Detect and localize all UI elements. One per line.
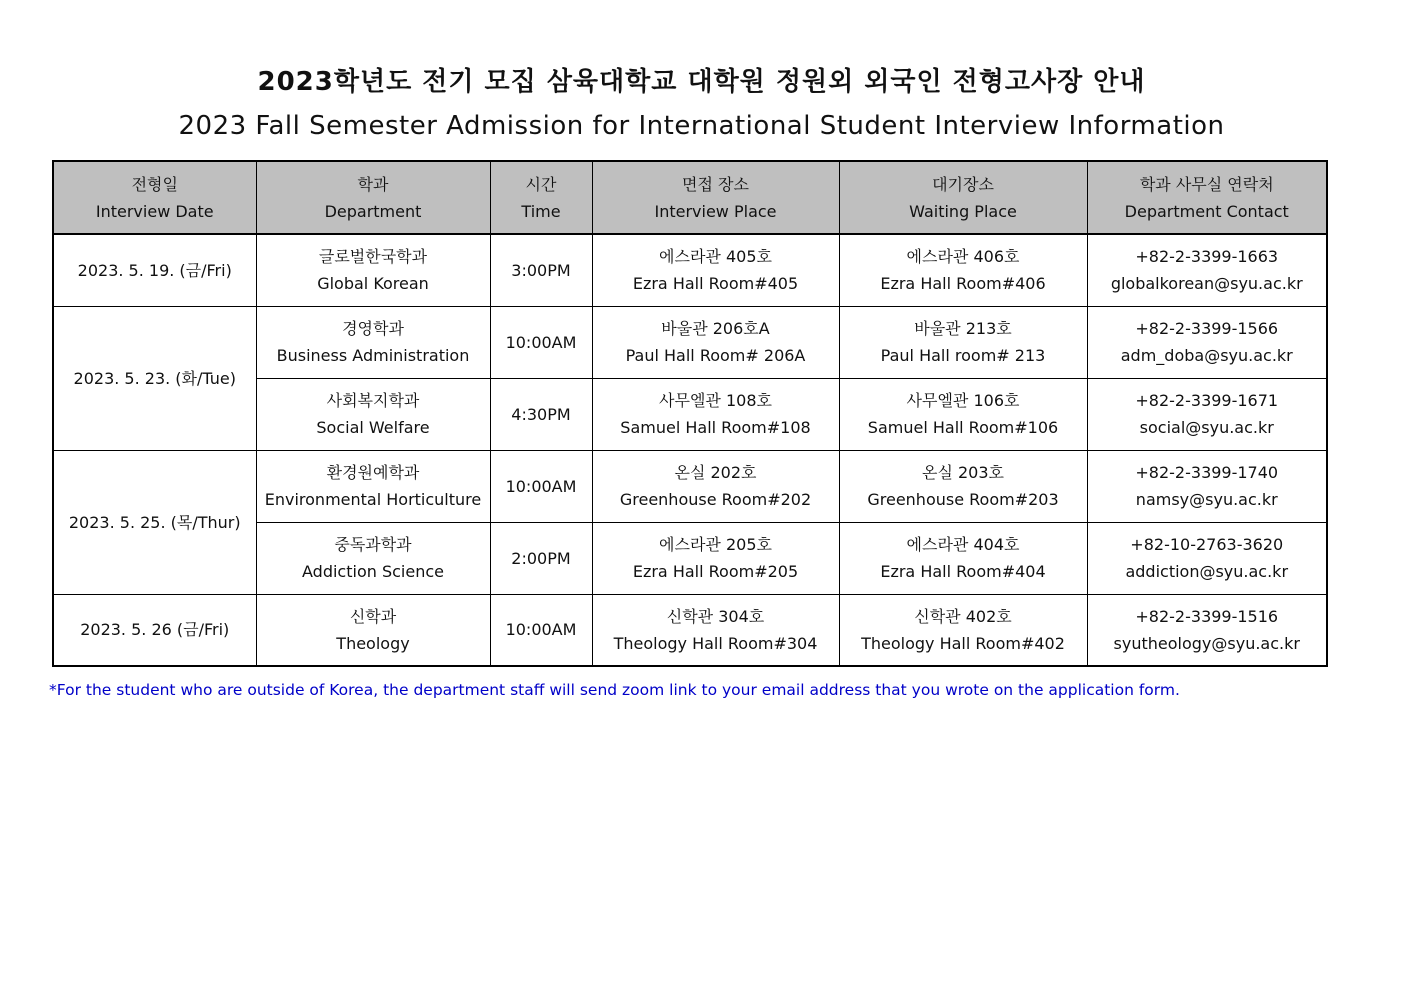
interview-place-cell: 바울관 206호A Paul Hall Room# 206A <box>592 306 839 378</box>
contact-email: namsy@syu.ac.kr <box>1135 490 1278 509</box>
department-cell: 글로벌한국학과 Global Korean <box>256 234 490 306</box>
waiting-place-cell: 에스라관 406호 Ezra Hall Room#406 <box>839 234 1087 306</box>
waiting-place-cell: 온실 203호 Greenhouse Room#203 <box>839 450 1087 522</box>
zoom-link-footnote: *For the student who are outside of Korea, the department staff will send zoom link to your email address that you wrote on the application form. <box>49 681 1180 699</box>
table-row <box>53 306 1327 378</box>
contact-phone: +82-2-3399-1516 <box>1135 606 1279 626</box>
contact-phone: +82-2-3399-1566 <box>1135 319 1279 338</box>
header-interview-place: 면접 장소 Interview Place <box>592 161 839 234</box>
waiting-place-cell: 신학관 402호 Theology Hall Room#402 <box>839 594 1087 666</box>
table-header-row <box>53 161 1327 234</box>
table-row <box>53 594 1327 666</box>
date-cell: 2023. 5. 19. (금/Fri) <box>53 234 256 306</box>
contact-phone: +82-10-2763-3620 <box>1130 535 1284 554</box>
table-row <box>53 450 1327 522</box>
date-cell: 2023. 5. 26 (금/Fri) <box>53 594 256 666</box>
time-cell: 3:00PM <box>490 234 592 306</box>
interview-schedule-table <box>52 160 1328 667</box>
title-block <box>0 62 1403 146</box>
contact-cell <box>1087 234 1327 306</box>
interview-place-cell: 온실 202호 Greenhouse Room#202 <box>592 450 839 522</box>
contact-cell <box>1087 306 1327 378</box>
title-english: 2023 Fall Semester Admission for International Student Interview Information <box>178 111 1225 141</box>
department-cell: 환경원예학과 Environmental Horticulture <box>256 450 490 522</box>
department-cell: 중독과학과 Addiction Science <box>256 522 490 594</box>
interview-place-cell: 에스라관 205호 Ezra Hall Room#205 <box>592 522 839 594</box>
department-cell: 경영학과 Business Administration <box>256 306 490 378</box>
time-cell: 2:00PM <box>490 522 592 594</box>
contact-email: adm_doba@syu.ac.kr <box>1120 346 1293 365</box>
contact-cell <box>1087 522 1327 594</box>
department-cell: 사회복지학과 Social Welfare <box>256 378 490 450</box>
contact-phone: +82-2-3399-1663 <box>1135 247 1279 267</box>
contact-phone: +82-2-3399-1671 <box>1135 391 1279 410</box>
header-waiting-place: 대기장소 Waiting Place <box>839 161 1087 234</box>
contact-cell <box>1087 594 1327 666</box>
table-row <box>53 234 1327 306</box>
date-cell: 2023. 5. 25. (목/Thur) <box>53 450 256 594</box>
contact-cell <box>1087 378 1327 450</box>
time-cell: 10:00AM <box>490 450 592 522</box>
header-department-contact: 학과 사무실 연락처 Department Contact <box>1087 161 1327 234</box>
waiting-place-cell: 에스라관 404호 Ezra Hall Room#404 <box>839 522 1087 594</box>
title-korean: 2023학년도 전기 모집 삼육대학교 대학원 정원외 외국인 전형고사장 안내 <box>257 67 1146 97</box>
header-time: 시간 Time <box>490 161 592 234</box>
date-cell: 2023. 5. 23. (화/Tue) <box>53 306 256 450</box>
contact-email: globalkorean@syu.ac.kr <box>1110 274 1303 294</box>
waiting-place-cell: 사무엘관 106호 Samuel Hall Room#106 <box>839 378 1087 450</box>
waiting-place-cell: 바울관 213호 Paul Hall room# 213 <box>839 306 1087 378</box>
contact-phone: +82-2-3399-1740 <box>1135 463 1279 482</box>
contact-email: addiction@syu.ac.kr <box>1125 562 1289 581</box>
header-department: 학과 Department <box>256 161 490 234</box>
contact-cell <box>1087 450 1327 522</box>
interview-place-cell: 신학관 304호 Theology Hall Room#304 <box>592 594 839 666</box>
contact-email: syutheology@syu.ac.kr <box>1113 633 1300 653</box>
time-cell: 4:30PM <box>490 378 592 450</box>
contact-email: social@syu.ac.kr <box>1139 418 1274 437</box>
header-interview-date: 전형일 Interview Date <box>53 161 256 234</box>
interview-place-cell: 사무엘관 108호 Samuel Hall Room#108 <box>592 378 839 450</box>
time-cell: 10:00AM <box>490 306 592 378</box>
time-cell: 10:00AM <box>490 594 592 666</box>
interview-place-cell: 에스라관 405호 Ezra Hall Room#405 <box>592 234 839 306</box>
department-cell: 신학과 Theology <box>256 594 490 666</box>
